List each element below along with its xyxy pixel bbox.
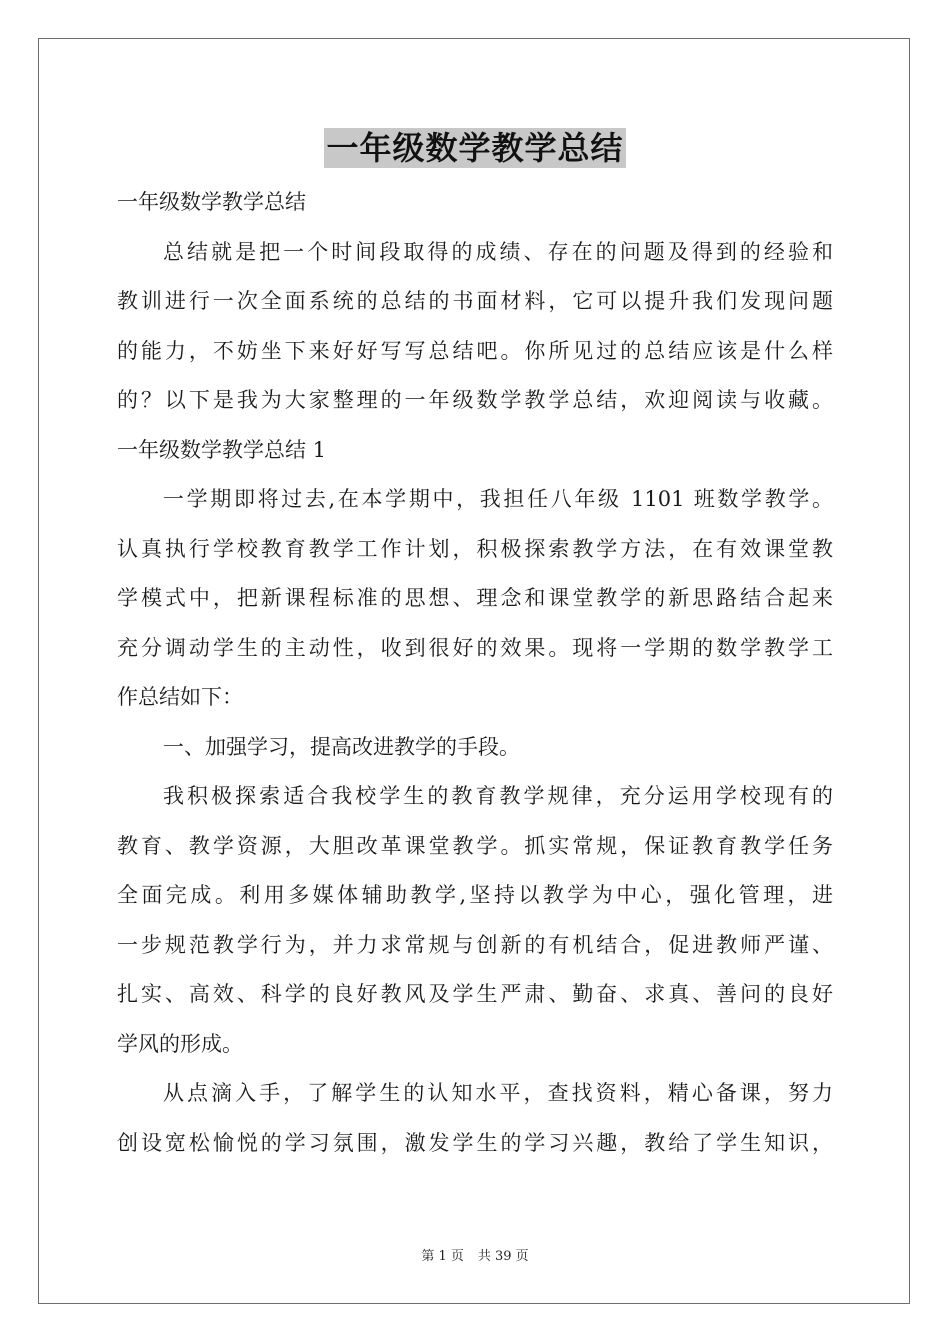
text-line: 一年级数学教学总结 bbox=[117, 190, 306, 214]
text-line: 的能力，不妨坐下来好好写写总结吧。你所见过的总结应该是什么样 bbox=[117, 338, 833, 363]
text-line: 从点滴入手，了解学生的认知水平，查找资料，精心备课，努力 bbox=[163, 1081, 833, 1105]
title-container bbox=[0, 128, 950, 168]
text-line: 一学期即将过去,在本学期中，我担任八年级 1101 班数学教学。 bbox=[163, 487, 833, 511]
page-total: 共 39 页 bbox=[477, 1249, 529, 1264]
text-line: 扎实、高效、科学的良好教风及学生严肃、勤奋、求真、善问的良好 bbox=[117, 982, 833, 1006]
page-number: 第 1 页 bbox=[421, 1249, 464, 1264]
text-line: 总结就是把一个时间段取得的成绩、存在的问题及得到的经验和 bbox=[163, 239, 833, 264]
text-line: 认真执行学校教育教学工作计划，积极探索教学方法，在有效课堂教 bbox=[117, 536, 833, 561]
text-line: 我积极探索适合我校学生的教育教学规律，充分运用学校现有的 bbox=[163, 784, 833, 808]
text-line: 一、加强学习，提高改进教学的手段。 bbox=[163, 734, 520, 759]
text-line: 学模式中，把新课程标准的思想、理念和课堂教学的新思路结合起来 bbox=[117, 586, 833, 610]
text-line: 充分调动学生的主动性，收到很好的效果。现将一学期的数学教学工 bbox=[117, 635, 833, 660]
document-body bbox=[117, 178, 833, 1168]
text-line: 创设宽松愉悦的学习氛围，激发学生的学习兴趣，教给了学生知识， bbox=[117, 1130, 833, 1155]
text-line: 的？以下是我为大家整理的一年级数学教学总结，欢迎阅读与收藏。 bbox=[117, 388, 833, 412]
text-line: 学风的形成。 bbox=[117, 1031, 243, 1056]
text-line: 一年级数学教学总结 1 bbox=[117, 437, 327, 462]
text-line: 教育、教学资源，大胆改革课堂教学。抓实常规，保证教育教学任务 bbox=[117, 833, 833, 858]
text-line: 教训进行一次全面系统的总结的书面材料，它可以提升我们发现问题 bbox=[117, 289, 833, 313]
document-title: 一年级数学教学总结 bbox=[326, 129, 624, 167]
text-line: 全面完成。利用多媒体辅助教学,坚持以教学为中心，强化管理，进 bbox=[117, 883, 833, 907]
page-footer bbox=[0, 1248, 950, 1266]
text-line: 作总结如下： bbox=[117, 685, 243, 709]
text-line: 一步规范教学行为，并力求常规与创新的有机结合，促进教师严谨、 bbox=[117, 932, 833, 957]
